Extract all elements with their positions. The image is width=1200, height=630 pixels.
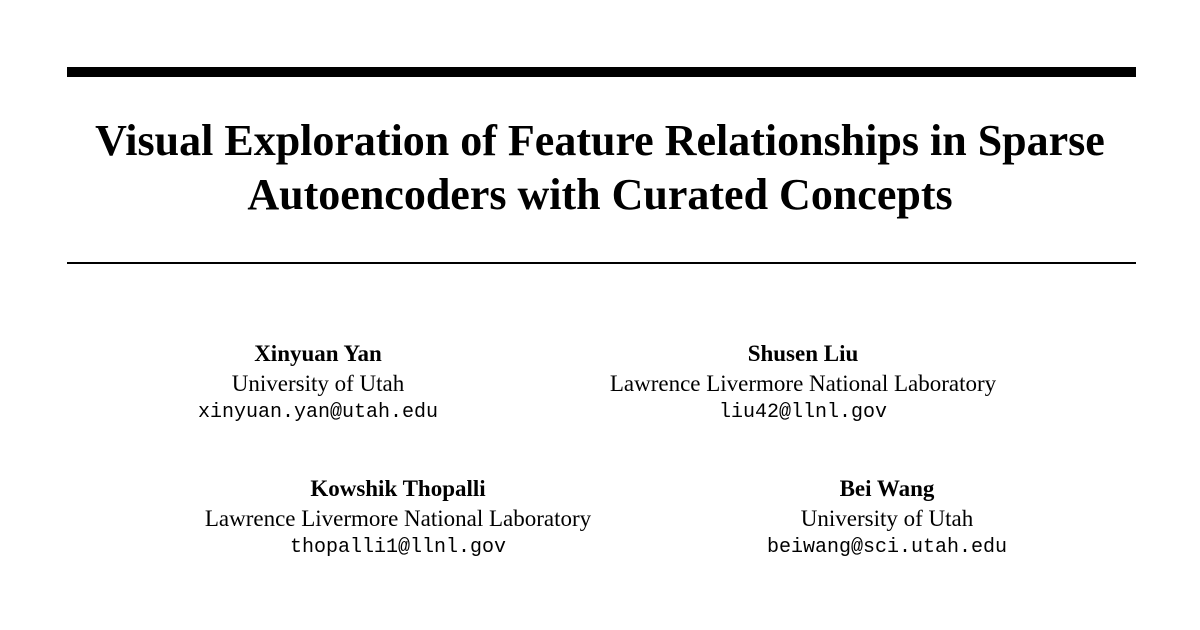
author-affiliation: Lawrence Livermore National Laboratory <box>609 371 997 396</box>
title-bottom-rule <box>67 262 1136 264</box>
author-block <box>627 474 1147 563</box>
author-email: liu42@llnl.gov <box>718 401 888 424</box>
author-name: Kowshik Thopalli <box>310 476 486 501</box>
author-affiliation: University of Utah <box>800 506 974 531</box>
paper-title-line-2: Autoencoders with Curated Concepts <box>247 170 953 219</box>
author-email: thopalli1@llnl.gov <box>289 536 507 559</box>
author-block <box>58 339 578 428</box>
author-block <box>138 474 658 563</box>
paper-title-line-1: Visual Exploration of Feature Relationships in Sparse <box>95 116 1105 165</box>
author-affiliation: University of Utah <box>231 371 405 396</box>
author-name: Xinyuan Yan <box>254 341 382 366</box>
top-thick-rule <box>67 67 1136 77</box>
author-block <box>543 339 1063 428</box>
author-affiliation: Lawrence Livermore National Laboratory <box>204 506 592 531</box>
paper-title <box>40 114 1160 222</box>
author-email: xinyuan.yan@utah.edu <box>197 401 439 424</box>
author-name: Bei Wang <box>839 476 935 501</box>
author-email: beiwang@sci.utah.edu <box>766 536 1008 559</box>
author-name: Shusen Liu <box>747 341 859 366</box>
